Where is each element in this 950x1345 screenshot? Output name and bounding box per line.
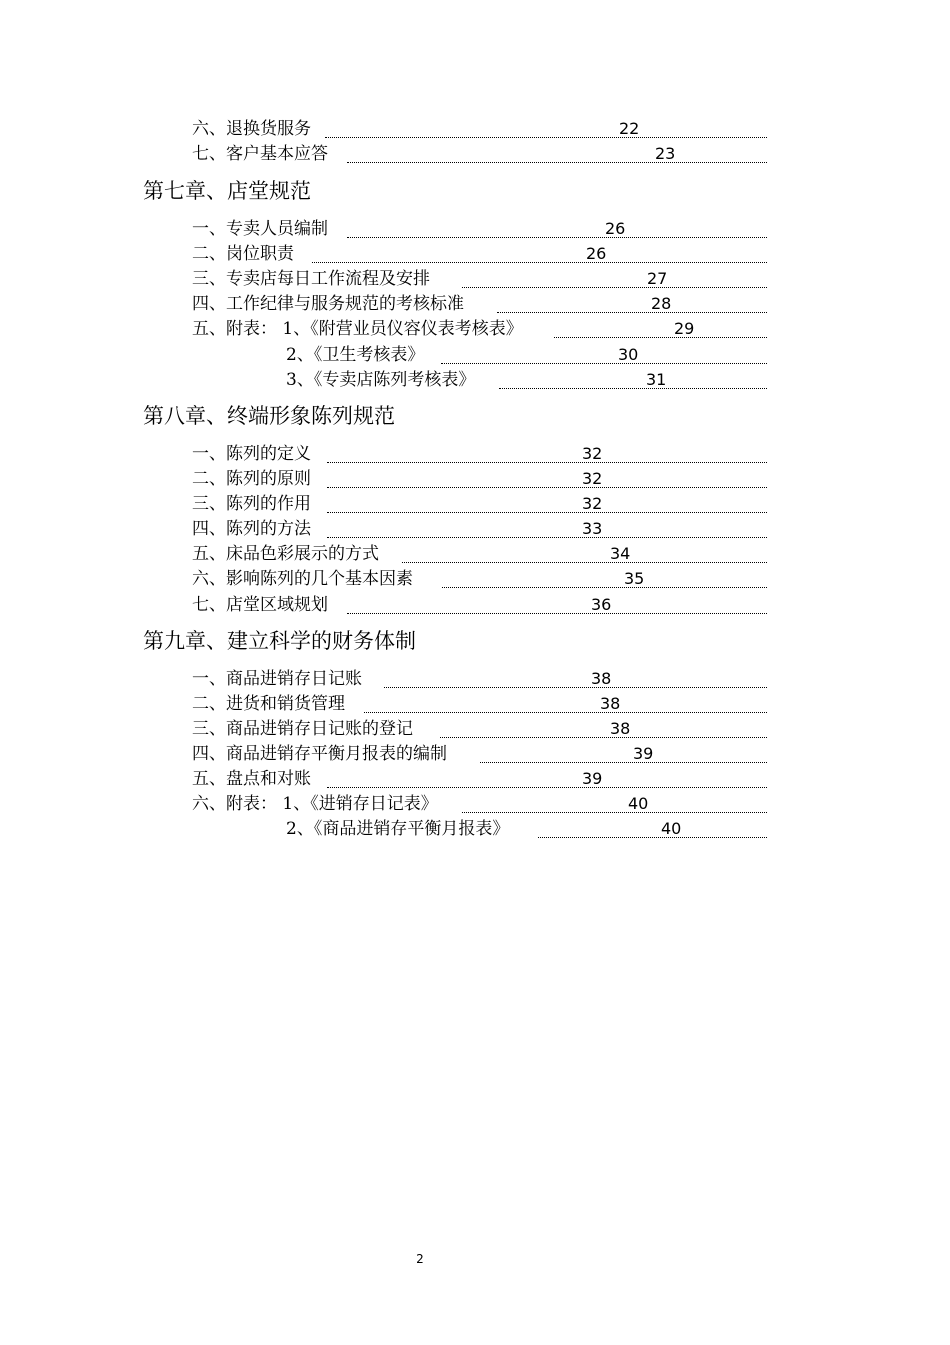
toc-entry-label: 四、工作纪律与服务规范的考核标准 [192,294,464,314]
dot-leader [554,337,767,338]
toc-entry-label: 六、退换货服务 [192,119,311,139]
dot-leader [347,613,767,614]
toc-entry [192,594,767,616]
toc-entry-page: 31 [646,370,667,389]
toc-entry-label: 三、陈列的作用 [192,494,311,514]
toc-entry-page: 36 [591,595,612,614]
toc-entry [192,718,767,740]
toc-entry [192,268,767,290]
page-number: 2 [416,1252,424,1266]
toc-entry-page: 32 [582,494,603,513]
toc-entry-page: 22 [619,119,640,138]
toc-entry-page: 32 [582,444,603,463]
toc-entry [192,218,767,240]
chapter-heading: 第九章、建立科学的财务体制 [143,629,416,653]
toc-entry-page: 33 [582,519,603,538]
toc-entry [192,793,767,815]
toc-entry-label: 一、专卖人员编制 [192,219,328,239]
toc-entry [192,768,767,790]
toc-entry-page: 30 [618,345,639,364]
dot-leader [462,287,767,288]
toc-entry-page: 27 [647,269,668,288]
toc-entry-page: 40 [628,794,649,813]
dot-leader [462,812,767,813]
toc-entry-label: 六、影响陈列的几个基本因素 [192,569,413,589]
toc-entry [192,443,767,465]
toc-entry-label: 五、附表： 1、《附营业员仪容仪表考核表》 [192,319,523,339]
toc-entry [192,668,767,690]
dot-leader [327,537,767,538]
dot-leader [327,487,767,488]
chapter-heading: 第七章、店堂规范 [143,179,311,203]
toc-entry-label: 七、客户基本应答 [192,144,328,164]
toc-entry [192,143,767,165]
toc-entry-label: 四、商品进销存平衡月报表的编制 [192,744,447,764]
dot-leader [499,388,767,389]
toc-entry [192,568,767,590]
toc-entry [192,518,767,540]
toc-entry-label: 二、进货和销货管理 [192,694,345,714]
toc-entry-page: 39 [582,769,603,788]
dot-leader [497,312,767,313]
toc-entry [192,318,767,340]
toc-entry-page: 32 [582,469,603,488]
toc-entry [192,243,767,265]
toc-entry [192,468,767,490]
toc-entry [286,818,767,840]
toc-entry [192,543,767,565]
toc-entry-label: 一、商品进销存日记账 [192,669,362,689]
toc-entry [192,743,767,765]
toc-entry-page: 28 [651,294,672,313]
dot-leader [327,512,767,513]
toc-entry-label: 二、陈列的原则 [192,469,311,489]
toc-entry-page: 35 [624,569,645,588]
toc-entry [286,369,767,391]
dot-leader [312,262,767,263]
toc-entry-label: 六、附表： 1、《进销存日记表》 [192,794,438,814]
dot-leader [538,837,767,838]
dot-leader [327,787,767,788]
toc-entry-label: 一、陈列的定义 [192,444,311,464]
dot-leader [441,363,767,364]
toc-entry [286,344,767,366]
dot-leader [325,137,767,138]
dot-leader [384,687,767,688]
dot-leader [480,762,767,763]
dot-leader [442,587,767,588]
dot-leader [364,712,767,713]
toc-entry-label: 三、专卖店每日工作流程及安排 [192,269,430,289]
toc-entry-page: 39 [633,744,654,763]
toc-entry-page: 26 [586,244,607,263]
dot-leader [327,462,767,463]
toc-entry-label: 五、床品色彩展示的方式 [192,544,379,564]
toc-entry-label: 四、陈列的方法 [192,519,311,539]
chapter-heading: 第八章、终端形象陈列规范 [143,404,395,428]
toc-entry-page: 38 [600,694,621,713]
toc-entry-page: 26 [605,219,626,238]
toc-entry-label: 七、店堂区域规划 [192,595,328,615]
toc-entry-label: 3、《专卖店陈列考核表》 [286,370,476,390]
dot-leader [347,162,767,163]
toc-entry-page: 34 [610,544,631,563]
dot-leader [347,237,767,238]
toc-entry-label: 三、商品进销存日记账的登记 [192,719,413,739]
toc-entry-page: 40 [661,819,682,838]
dot-leader [440,737,767,738]
toc-entry-label: 2、《卫生考核表》 [286,345,425,365]
dot-leader [402,562,767,563]
toc-entry-page: 38 [591,669,612,688]
toc-entry-label: 五、盘点和对账 [192,769,311,789]
toc-entry-page: 23 [655,144,676,163]
toc-entry-label: 二、岗位职责 [192,244,294,264]
toc-entry-page: 29 [674,319,695,338]
toc-entry [192,693,767,715]
toc-entry [192,293,767,315]
toc-entry-page: 38 [610,719,631,738]
toc-entry [192,118,767,140]
toc-entry [192,493,767,515]
toc-entry-label: 2、《商品进销存平衡月报表》 [286,819,510,839]
